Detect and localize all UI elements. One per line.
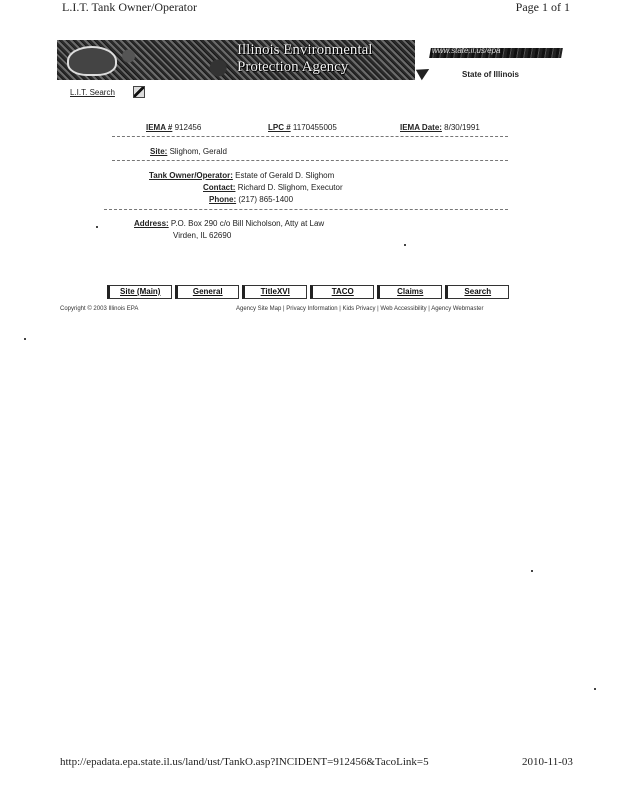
tab-bar	[107, 285, 509, 299]
site-label: Site:	[150, 147, 168, 156]
print-footer-url: http://epadata.epa.state.il.us/land/ust/TankO.asp?INCIDENT=912456&TacoLink=5	[60, 756, 429, 768]
footer-links[interactable]: Agency Site Map | Privacy Information | Kids Privacy | Web Accessibility | Agency Webmaster	[236, 306, 484, 312]
tab-taco[interactable]: TACO	[310, 285, 375, 299]
agency-banner[interactable]	[57, 40, 415, 80]
tab-general[interactable]: General	[175, 285, 240, 299]
tab-search[interactable]: Search	[445, 285, 510, 299]
iema-date-label: IEMA Date:	[400, 123, 442, 132]
address-line2: Virden, IL 62690	[173, 231, 232, 240]
lit-search-link[interactable]: L.I.T. Search	[70, 88, 115, 97]
phone-value: (217) 865-1400	[238, 195, 294, 204]
divider-3	[104, 209, 508, 210]
search-arrow-icon[interactable]	[133, 86, 145, 98]
tab-titlexvi[interactable]: TitleXVI	[242, 285, 307, 299]
iema-number	[146, 123, 201, 132]
divider-1	[112, 136, 508, 137]
contact-row	[203, 183, 343, 192]
lpc-number-label: LPC #	[268, 123, 291, 132]
contact-label: Contact:	[203, 183, 236, 192]
agency-name-line2: Protection Agency	[237, 59, 349, 75]
copyright: Copyright © 2003 Illinois EPA	[60, 306, 139, 312]
print-header-page: Page 1 of 1	[515, 0, 570, 14]
iema-number-label: IEMA #	[146, 123, 173, 132]
iema-date	[400, 123, 480, 132]
scan-speck	[404, 244, 406, 246]
agency-name-line1: Illinois Environmental	[237, 42, 373, 58]
owner-row	[149, 171, 334, 180]
print-header-title: L.I.T. Tank Owner/Operator	[62, 0, 197, 14]
print-footer-date: 2010-11-03	[522, 756, 573, 768]
scan-speck	[531, 570, 533, 572]
state-seal-icon	[67, 46, 117, 76]
scan-speck	[24, 338, 26, 340]
site-row	[150, 147, 227, 156]
phone-label: Phone:	[209, 195, 237, 204]
agency-name	[237, 42, 372, 76]
arrow-icon	[416, 64, 432, 80]
state-of-illinois-link[interactable]: State of Illinois	[462, 70, 519, 79]
tab-claims[interactable]: Claims	[377, 285, 442, 299]
owner-value: Estate of Gerald D. Slighom	[235, 171, 335, 180]
address-label: Address:	[134, 219, 169, 228]
lpc-number-value: 1170455005	[292, 123, 337, 132]
gov-link[interactable]: www.state.il.us/epa	[432, 46, 501, 55]
scan-speck	[96, 226, 98, 228]
site-value: Slighom, Gerald	[169, 147, 227, 156]
iema-date-value: 8/30/1991	[444, 123, 480, 132]
phone-row	[209, 195, 293, 204]
owner-label: Tank Owner/Operator:	[149, 171, 233, 180]
divider-2	[112, 160, 508, 161]
contact-value: Richard D. Slighom, Executor	[237, 183, 343, 192]
tab-site-main[interactable]: Site (Main)	[107, 285, 172, 299]
iema-number-value: 912456	[174, 123, 202, 132]
address-row	[134, 219, 324, 228]
lpc-number	[268, 123, 337, 132]
scan-speck	[594, 688, 596, 690]
address-line1: P.O. Box 290 c/o Bill Nicholson, Atty at Law	[170, 219, 325, 228]
